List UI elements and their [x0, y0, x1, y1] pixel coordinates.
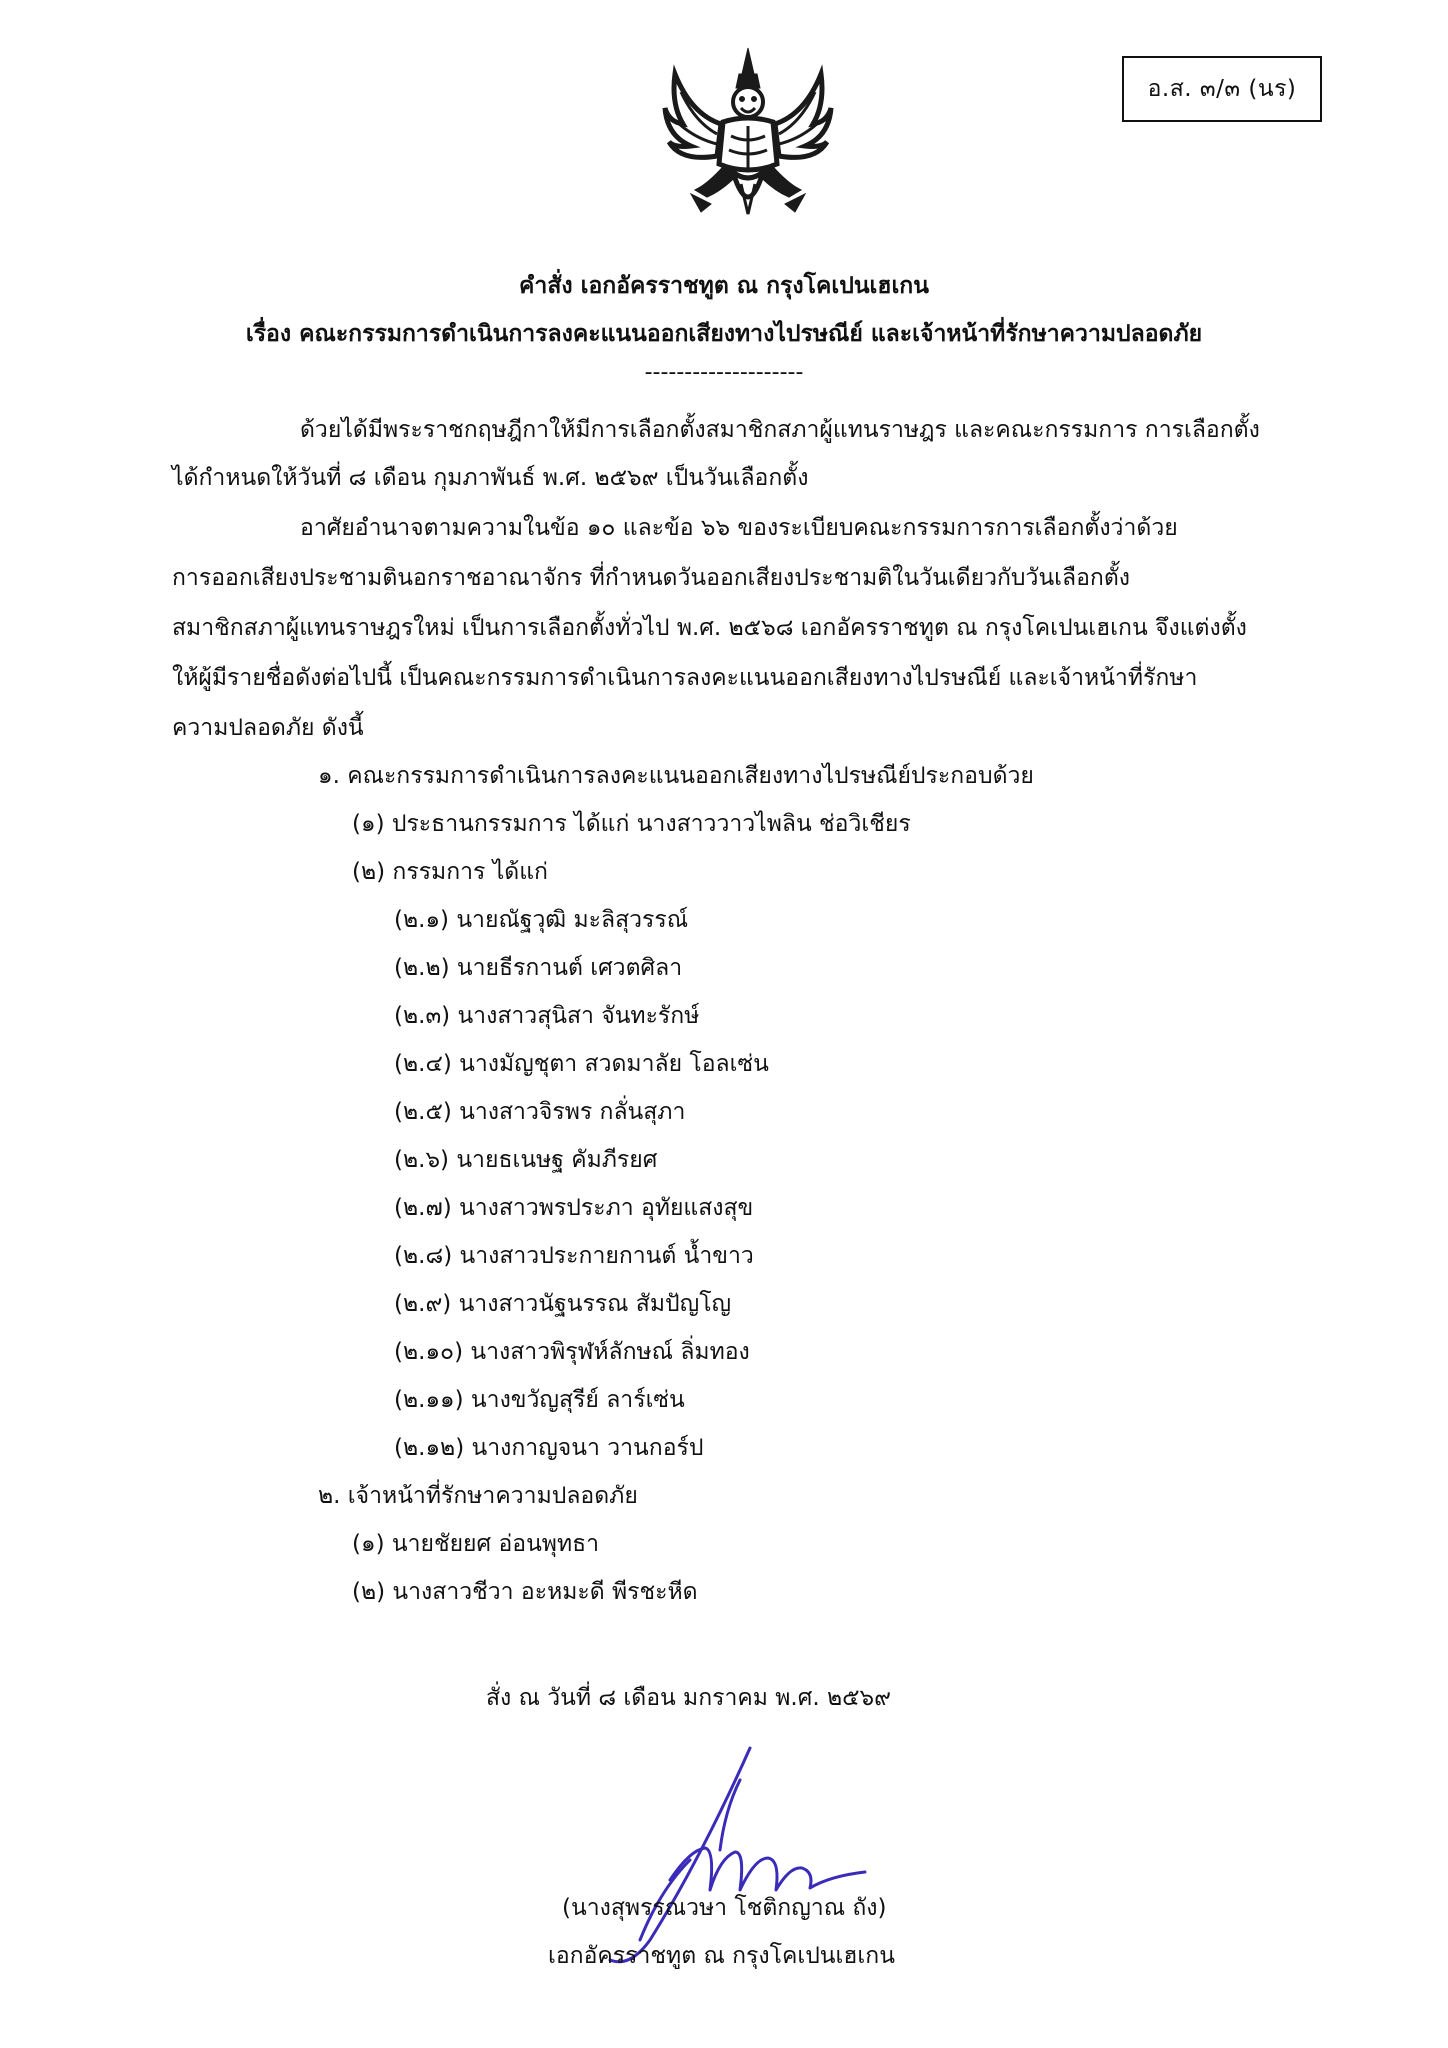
- order-subject: เรื่อง คณะกรรมการดำเนินการลงคะแนนออกเสียงทางไปรษณีย์ และเจ้าหน้าที่รักษาความปลอดภัย: [245, 321, 1203, 347]
- committee-member: (๒.๗) นางสาวพรประภา อุทัยแสงสุข: [394, 1195, 754, 1221]
- security-staff: (๒) นางสาวชีวา อะหมะดี พีรชะหีด: [352, 1579, 698, 1605]
- committee-member: (๒.๑) นายณัฐวุฒิ มะลิสุวรรณ์: [394, 907, 689, 933]
- ambassador-signature: [540, 1740, 890, 1970]
- signer-name: (นางสุพรรณวษา โชติกญาณ ถัง): [562, 1895, 887, 1921]
- committee-member: (๒.๒) นายธีรกานต์ เศวตศิลา: [394, 955, 683, 981]
- committee-member: (๒.๓) นางสาวสุนิสา จันทะรักษ์: [394, 1003, 700, 1029]
- committee-member: (๒.๕) นางสาวจิรพร กลั่นสุภา: [394, 1099, 686, 1125]
- order-title: คำสั่ง เอกอัครราชทูต ณ กรุงโคเปนเฮเกน: [519, 273, 929, 299]
- committee-member: (๒.๔) นางมัญชุตา สวดมาลัย โอลเซ่น: [394, 1051, 769, 1077]
- committee-member: (๒.๖) นายธเนษฐ คัมภีรยศ: [394, 1147, 658, 1173]
- paragraph-2-line-1: อาศัยอำนาจตามความในข้อ ๑๐ และข้อ ๖๖ ของระเบียบคณะกรรมการการเลือกตั้งว่าด้วย: [300, 515, 1178, 541]
- signer-title: เอกอัครราชทูต ณ กรุงโคเปนเฮเกน: [548, 1943, 895, 1969]
- committee-member: (๒.๘) นางสาวประกายกานต์ น้ำขาว: [394, 1243, 754, 1269]
- committee-chair: (๑) ประธานกรรมการ ได้แก่ นางสาววาวไพลิน ช่อวิเชียร: [352, 811, 911, 837]
- committee-member: (๒.๑๒) นางกาญจนา วานกอร์ป: [394, 1435, 704, 1461]
- committee-member: (๒.๑๑) นางขวัญสุรีย์ ลาร์เซ่น: [394, 1387, 685, 1413]
- title-separator: --------------------: [644, 360, 804, 385]
- paragraph-2-line-3: สมาชิกสภาผู้แทนราษฎรใหม่ เป็นการเลือกตั้งทั่วไป พ.ศ. ๒๕๖๘ เอกอัครราชทูต ณ กรุงโคเปนเฮเกน จึงแต่งตั้ง: [172, 615, 1247, 641]
- committee-member: (๒.๑๐) นางสาวพิรุฬห์ลักษณ์ ลิ่มทอง: [394, 1339, 750, 1365]
- paragraph-2-line-4: ให้ผู้มีรายชื่อดังต่อไปนี้ เป็นคณะกรรมการดำเนินการลงคะแนนออกเสียงทางไปรษณีย์ และเจ้าหน้าที่รักษา: [172, 665, 1198, 691]
- security-staff: (๑) นายชัยยศ อ่อนพุทธา: [352, 1531, 600, 1557]
- committee-member: (๒.๙) นางสาวนัฐนรรณ สัมปัญโญ: [394, 1291, 732, 1317]
- order-date: สั่ง ณ วันที่ ๘ เดือน มกราคม พ.ศ. ๒๕๖๙: [486, 1685, 891, 1711]
- security-heading: ๒. เจ้าหน้าที่รักษาความปลอดภัย: [318, 1483, 638, 1509]
- committee-members-heading: (๒) กรรมการ ได้แก่: [352, 859, 548, 885]
- paragraph-2-line-2: การออกเสียงประชามตินอกราชอาณาจักร ที่กำหนดวันออกเสียงประชามติในวันเดียวกับวันเลือกตั้ง: [172, 565, 1131, 591]
- paragraph-1-line-1: ด้วยได้มีพระราชกฤษฎีกาให้มีการเลือกตั้งสมาชิกสภาผู้แทนราษฎร และคณะกรรมการ การเลือกตั้ง: [300, 417, 1260, 443]
- garuda-emblem: [661, 44, 836, 234]
- document-reference-code: อ.ส. ๓/๓ (นร): [1122, 56, 1322, 122]
- paragraph-2-line-5: ความปลอดภัย ดังนี้: [172, 715, 364, 741]
- committee-heading: ๑. คณะกรรมการดำเนินการลงคะแนนออกเสียงทางไปรษณีย์ประกอบด้วย: [318, 763, 1034, 789]
- paragraph-1-line-2: ได้กำหนดให้วันที่ ๘ เดือน กุมภาพันธ์ พ.ศ. ๒๕๖๙ เป็นวันเลือกตั้ง: [172, 465, 809, 491]
